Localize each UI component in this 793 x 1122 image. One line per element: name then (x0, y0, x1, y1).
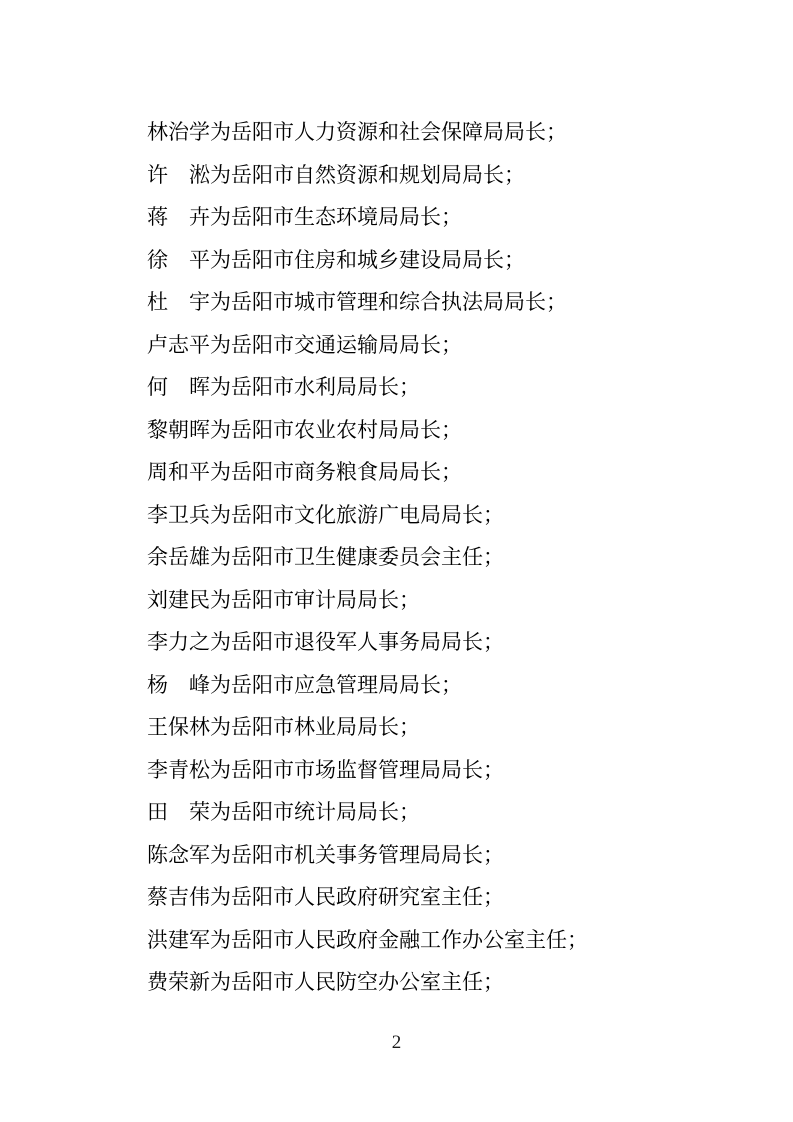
appointment-line: 费荣新为岳阳市人民防空办公室主任； (147, 971, 504, 994)
appointment-line: 卢志平为岳阳市交通运输局局长； (147, 333, 462, 357)
appointment-line: 周和平为岳阳市商务粮食局局长； (147, 461, 462, 484)
page-footer (0, 1032, 793, 1054)
appointment-line: 许 淞为岳阳市自然资源和规划局局长； (147, 163, 525, 187)
appointment-line: 蒋 卉为岳阳市生态环境局局长； (147, 206, 462, 229)
document-body (147, 112, 733, 1005)
appointment-line: 余岳雄为岳阳市卫生健康委员会主任； (147, 546, 504, 569)
appointment-line: 陈念军为岳阳市机关事务管理局局长； (147, 843, 504, 867)
appointment-line: 刘建民为岳阳市审计局局长； (147, 588, 420, 612)
appointment-line: 田 荣为岳阳市统计局局长； (147, 801, 420, 824)
appointment-line: 何 晖为岳阳市水利局局长； (147, 376, 420, 399)
appointment-line: 洪建军为岳阳市人民政府金融工作办公室主任； (147, 928, 588, 952)
appointment-line: 黎朝晖为岳阳市农业农村局局长； (147, 418, 462, 442)
appointment-line: 李卫兵为岳阳市文化旅游广电局局长； (147, 503, 504, 527)
appointment-line: 杜 宇为岳阳市城市管理和综合执法局局长； (147, 291, 567, 314)
appointment-line: 王保林为岳阳市林业局局长； (147, 716, 420, 739)
appointment-line: 李青松为岳阳市市场监督管理局局长； (147, 758, 504, 782)
appointment-line: 杨 峰为岳阳市应急管理局局长； (147, 673, 462, 697)
appointment-line: 林治学为岳阳市人力资源和社会保障局局长； (147, 121, 567, 144)
appointment-line: 李力之为岳阳市退役军人事务局局长； (147, 631, 504, 654)
appointment-line: 蔡吉伟为岳阳市人民政府研究室主任； (147, 886, 504, 909)
page-number: 2 (391, 1032, 402, 1053)
appointment-line: 徐 平为岳阳市住房和城乡建设局局长； (147, 248, 525, 272)
